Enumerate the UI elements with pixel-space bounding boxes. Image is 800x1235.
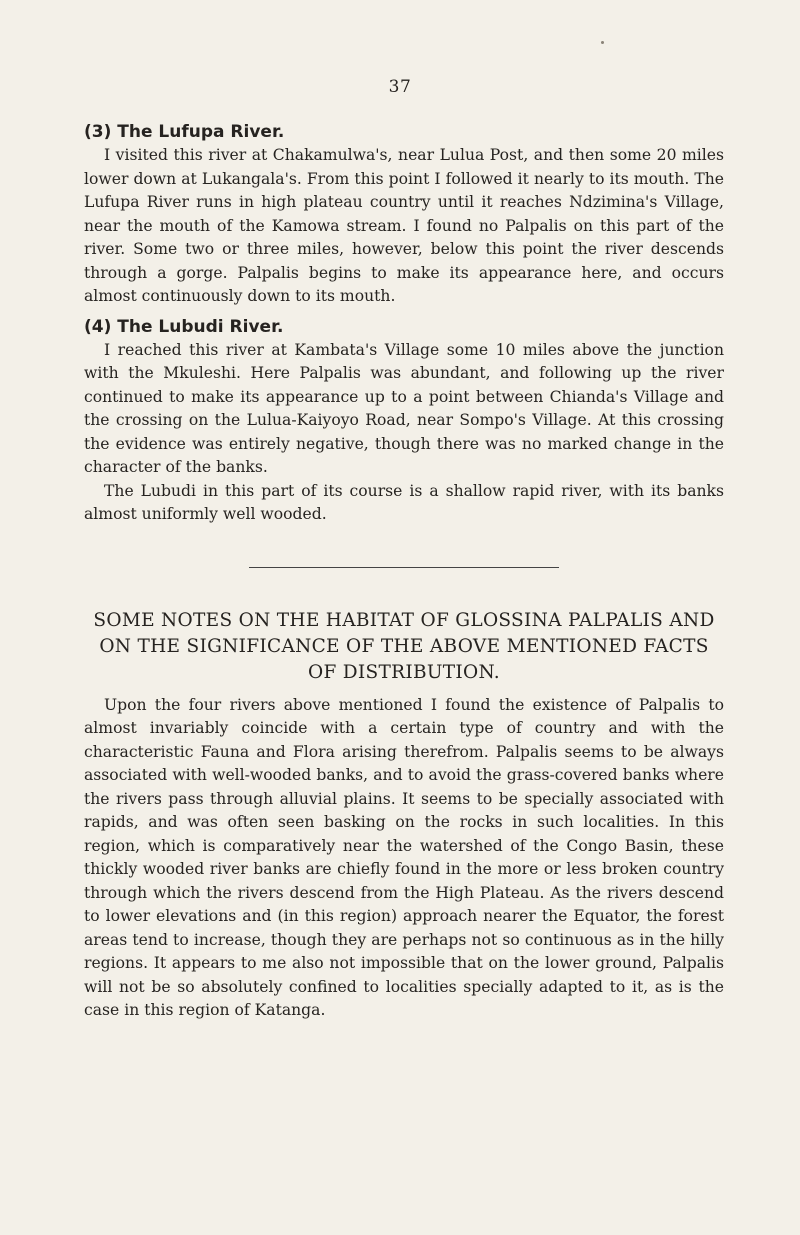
section-heading-lubudi: (4) The Lubudi River. xyxy=(84,316,284,337)
page-body xyxy=(84,118,724,1023)
notes-title xyxy=(84,608,724,686)
section-heading-lufupa: (3) The Lufupa River. xyxy=(84,122,285,142)
notes-title-line: OF DISTRIBUTION. xyxy=(308,661,500,683)
print-speck xyxy=(601,41,604,44)
paragraph-lubudi-1: I reached this river at Kambata's Village some 10 miles above the junction with the Mkuleshi. Here Palpalis was abundant, and following up the river continued to make its appearance up to a point between Chianda's Village and the crossing on the Lulua-Kaiyoyo Road, near Sompo's Village. At this crossing the evidence was entirely negative, though there was no marked change in the character of the banks. xyxy=(84,340,724,476)
notes-title-line: ON THE SIGNIFICANCE OF THE ABOVE MENTIONED FACTS xyxy=(99,635,709,657)
paragraph-lubudi-2: The Lubudi in this part of its course is a shallow rapid river, with its banks almost uniformly well wooded. xyxy=(84,481,724,523)
paragraph-lufupa: I visited this river at Chakamulwa's, near Lulua Post, and then some 20 miles lower down at Lukangala's. From this point I followed it nearly to its mouth. The Lufupa River runs in high plateau country until it reaches Ndzimina's Village, near the mouth of the Kamowa stream. I found no Palpalis on this part of the river. Some two or three miles, however, below this point the river descends through a gorge. Palpalis begins to make its appearance here, and occurs almost continuously down to its mouth. xyxy=(84,146,724,305)
notes-title-line: SOME NOTES ON THE HABITAT OF GLOSSINA PALPALIS AND xyxy=(93,609,715,631)
section-divider xyxy=(249,567,559,568)
page-number: 37 xyxy=(388,77,412,97)
paragraph-notes: Upon the four rivers above mentioned I found the existence of Palpalis to almost invariably coincide with a certain type of country and with the characteristic Fauna and Flora arising therefrom. Palpalis seems to be always associated with well-wooded banks, and to avoid the grass-covered banks where the rivers pass through alluvial plains. It seems to be specially associated with rapids, and was often seen basking on the rocks in such localities. In this region, which is comparatively near the watershed of the Congo Basin, these thickly wooded river banks are chiefly found in the more or less broken country through which the rivers descend from the High Plateau. As the rivers descend to lower elevations and (in this region) approach nearer the Equator, the forest areas tend to increase, though they are perhaps not so continuous as in the hilly regions. It appears to me also not impossible that on the lower ground, Palpalis will not be so absolutely confined to localities specially adapted to it, as is the case in this region of Katanga. xyxy=(84,695,724,1019)
